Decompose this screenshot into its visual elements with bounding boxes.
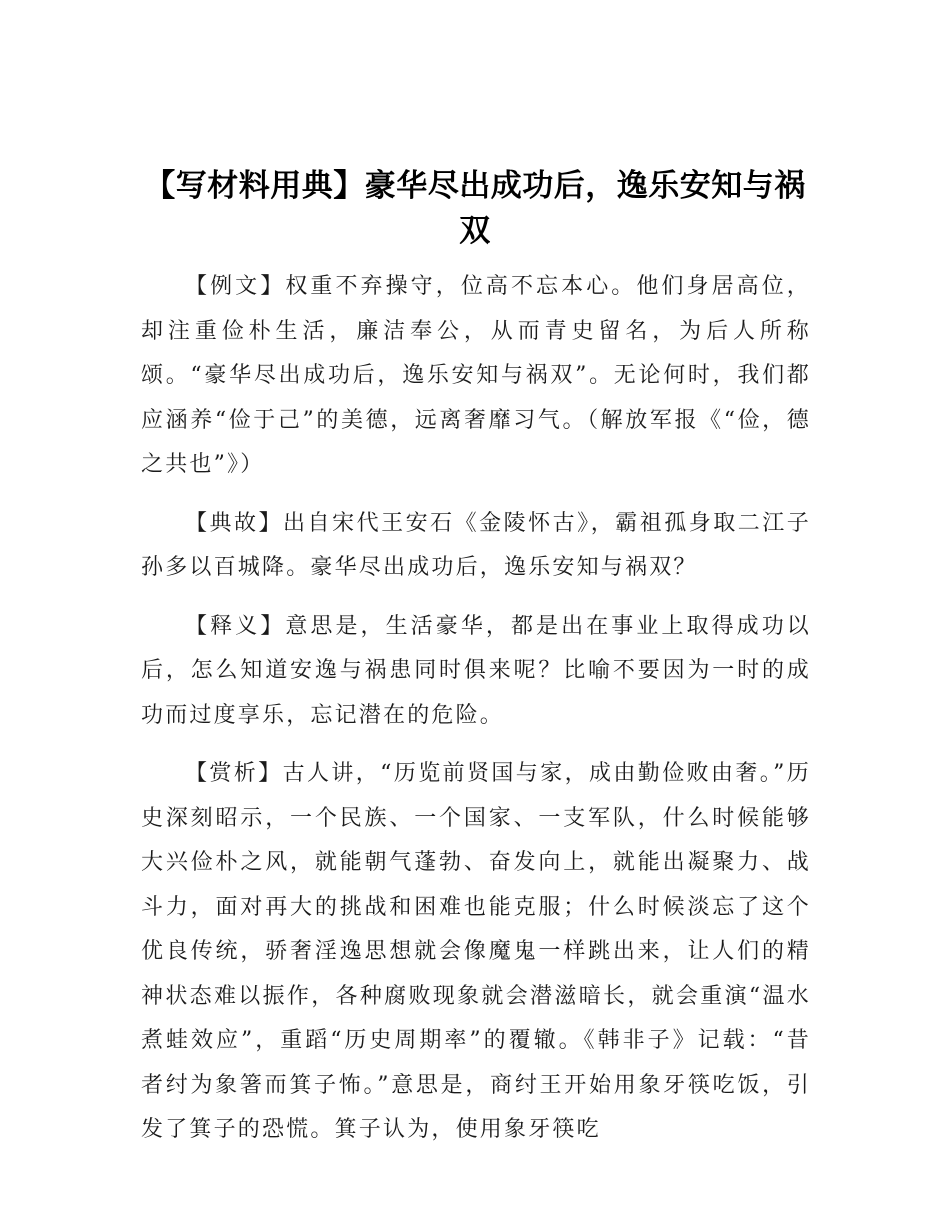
- paragraph-tag: 【例文】: [185, 274, 286, 299]
- paragraph-tag: 【典故】: [185, 510, 284, 536]
- paragraph-allusion: [141, 502, 811, 591]
- paragraph-tag: 【释义】: [185, 613, 286, 639]
- paragraph-tag: 【赏析】: [185, 761, 283, 786]
- document-title: 【写材料用典】豪华尽出成功后，逸乐安知与祸双: [144, 168, 806, 249]
- document-body: [141, 265, 811, 1167]
- paragraph-text: 意思是，生活豪华，都是出在事业上取得成功以后，怎么知道安逸与祸患同时俱来呢？比喻不要因为一时的成功而过度享乐，忘记潜在的危险。: [141, 613, 812, 728]
- paragraph-text: 权重不弃操守，位高不忘本心。他们身居高位，却注重俭朴生活，廉洁奉公，从而青史留名，为后人所称颂。“豪华尽出成功后，逸乐安知与祸双”。无论何时，我们都应涵养“俭于己”的美德，远离奢靡习气。（解放军报《“俭，德之共也”》）: [141, 274, 812, 477]
- paragraph-text: 出自宋代王安石《金陵怀古》，霸祖孤身取二江子孙多以百城降。豪华尽出成功后，逸乐安知与祸双？: [141, 510, 811, 580]
- paragraph-meaning: [141, 605, 811, 739]
- paragraph-text: 古人讲，“历览前贤国与家，成由勤俭败由奢。”历史深刻昭示，一个民族、一个国家、一支军队，什么时候能够大兴俭朴之风，就能朝气蓬勃、奋发向上，就能出凝聚力、战斗力，面对再大的挑战和困难也能克服；什么时候淡忘了这个优良传统，骄奢淫逸思想就会像魔鬼一样跳出来，让人们的精神状态难以振作，各种腐败现象就会潜滋暗长，就会重演“温水煮蛙效应”，重蹈“历史周期率”的覆辙。《韩非子》记载：“昔者纣为象箸而箕子怖。”意思是，商纣王开始用象牙筷吃饭，引发了箕子的恐慌。箕子认为，使用象牙筷吃: [141, 761, 811, 1142]
- paragraph-example: [141, 265, 811, 488]
- paragraph-appreciation: [141, 752, 811, 1153]
